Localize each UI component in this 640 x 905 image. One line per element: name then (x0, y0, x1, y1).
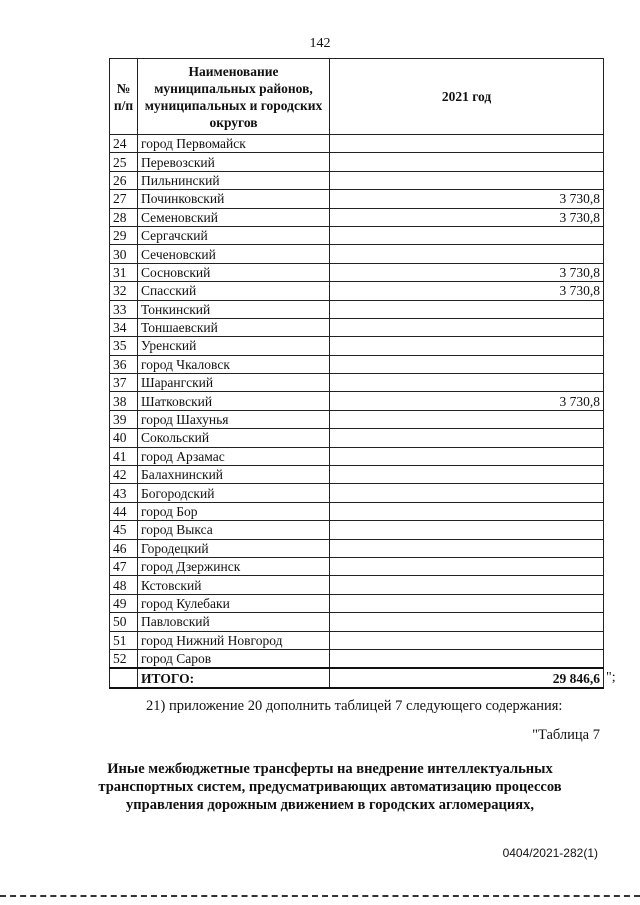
row-number: 29 (110, 226, 138, 244)
row-number: 30 (110, 245, 138, 263)
row-name: город Первомайск (138, 135, 330, 153)
header-num: № п/п (110, 59, 138, 135)
row-number: 42 (110, 466, 138, 484)
row-value (330, 171, 604, 189)
table-row (110, 631, 604, 649)
row-name: Шарангский (138, 374, 330, 392)
table-row (110, 300, 604, 318)
row-value (330, 135, 604, 153)
row-value (330, 300, 604, 318)
table-row (110, 502, 604, 520)
row-number: 46 (110, 539, 138, 557)
total-value: 29 846,6 (330, 668, 604, 687)
row-number: 48 (110, 576, 138, 594)
row-value (330, 410, 604, 428)
row-number: 37 (110, 374, 138, 392)
closing-quote: "; (606, 670, 616, 685)
row-value (330, 613, 604, 631)
row-value (330, 226, 604, 244)
row-value: 3 730,8 (330, 190, 604, 208)
table-row (110, 539, 604, 557)
row-number: 51 (110, 631, 138, 649)
row-value (330, 337, 604, 355)
table-row (110, 355, 604, 373)
row-number: 24 (110, 135, 138, 153)
row-name: Городецкий (138, 539, 330, 557)
row-name: Уренский (138, 337, 330, 355)
row-value (330, 245, 604, 263)
row-name: Сокольский (138, 429, 330, 447)
row-number: 45 (110, 521, 138, 539)
row-value (330, 466, 604, 484)
table-row (110, 374, 604, 392)
row-name: Сергачский (138, 226, 330, 244)
row-number: 26 (110, 171, 138, 189)
total-num-cell (110, 668, 138, 687)
table-row (110, 190, 604, 208)
row-name: Спасский (138, 282, 330, 300)
row-name: город Кулебаки (138, 594, 330, 612)
row-number: 41 (110, 447, 138, 465)
row-number: 47 (110, 557, 138, 575)
table-row (110, 466, 604, 484)
row-name: Шатковский (138, 392, 330, 410)
row-number: 35 (110, 337, 138, 355)
table-row (110, 263, 604, 281)
table-reference: "Таблица 7 (532, 727, 600, 743)
table-row (110, 484, 604, 502)
table-row (110, 447, 604, 465)
row-name: город Арзамас (138, 447, 330, 465)
total-label: ИТОГО: (138, 668, 330, 687)
table-row (110, 171, 604, 189)
row-value (330, 576, 604, 594)
row-number: 44 (110, 502, 138, 520)
row-name: Павловский (138, 613, 330, 631)
table-row (110, 245, 604, 263)
row-name: город Бор (138, 502, 330, 520)
row-number: 43 (110, 484, 138, 502)
table-row (110, 135, 604, 153)
section-heading: Иные межбюджетные трансферты на внедрение интеллектуальных транспортных систем, предусматривающих автоматизацию процессов управления дорожным движением в городских агломерациях, (98, 761, 562, 813)
row-name: Сосновский (138, 263, 330, 281)
table-row (110, 576, 604, 594)
amendment-paragraph: 21) приложение 20 дополнить таблицей 7 следующего содержания: (146, 698, 563, 714)
row-name: Семеновский (138, 208, 330, 226)
row-name: город Дзержинск (138, 557, 330, 575)
row-number: 32 (110, 282, 138, 300)
table-row (110, 613, 604, 631)
row-name: город Шахунья (138, 410, 330, 428)
row-name: Сеченовский (138, 245, 330, 263)
row-value (330, 594, 604, 612)
row-number: 33 (110, 300, 138, 318)
row-value (330, 557, 604, 575)
row-value (330, 429, 604, 447)
page-cut-line (0, 895, 640, 897)
row-value (330, 153, 604, 171)
header-year: 2021 год (330, 59, 604, 135)
row-name: Тонкинский (138, 300, 330, 318)
row-name: Перевозский (138, 153, 330, 171)
row-value (330, 447, 604, 465)
table-row (110, 521, 604, 539)
row-number: 39 (110, 410, 138, 428)
table-row (110, 557, 604, 575)
row-name: Балахнинский (138, 466, 330, 484)
page-number: 142 (309, 36, 331, 51)
row-name: город Нижний Новгород (138, 631, 330, 649)
row-value (330, 484, 604, 502)
row-number: 27 (110, 190, 138, 208)
table-header-row (110, 59, 604, 135)
row-number: 40 (110, 429, 138, 447)
row-value (330, 502, 604, 520)
row-name: Пильнинский (138, 171, 330, 189)
table-row (110, 594, 604, 612)
row-name: город Саров (138, 649, 330, 668)
transfers-table (109, 58, 604, 689)
row-number: 50 (110, 613, 138, 631)
row-number: 36 (110, 355, 138, 373)
row-name: Тоншаевский (138, 318, 330, 336)
row-name: Кстовский (138, 576, 330, 594)
row-number: 28 (110, 208, 138, 226)
table-row (110, 226, 604, 244)
row-name: Богородский (138, 484, 330, 502)
row-value: 3 730,8 (330, 208, 604, 226)
row-value: 3 730,8 (330, 392, 604, 410)
row-number: 38 (110, 392, 138, 410)
row-name: город Выкса (138, 521, 330, 539)
table-row (110, 153, 604, 171)
table-row (110, 208, 604, 226)
table-row (110, 282, 604, 300)
total-row (110, 668, 604, 687)
table-row (110, 649, 604, 668)
row-value (330, 631, 604, 649)
row-name: Починковский (138, 190, 330, 208)
row-number: 52 (110, 649, 138, 668)
row-name: город Чкаловск (138, 355, 330, 373)
header-name: Наименование муниципальных районов, муниципальных и городских округов (138, 59, 330, 135)
row-value: 3 730,8 (330, 263, 604, 281)
row-number: 31 (110, 263, 138, 281)
table-row (110, 429, 604, 447)
table-row (110, 337, 604, 355)
row-value (330, 355, 604, 373)
row-number: 25 (110, 153, 138, 171)
table-row (110, 392, 604, 410)
row-value (330, 649, 604, 668)
document-code: 0404/2021-282(1) (502, 846, 598, 860)
row-value (330, 539, 604, 557)
row-value: 3 730,8 (330, 282, 604, 300)
row-value (330, 374, 604, 392)
row-number: 49 (110, 594, 138, 612)
row-number: 34 (110, 318, 138, 336)
row-value (330, 521, 604, 539)
row-value (330, 318, 604, 336)
table-row (110, 410, 604, 428)
table-row (110, 318, 604, 336)
